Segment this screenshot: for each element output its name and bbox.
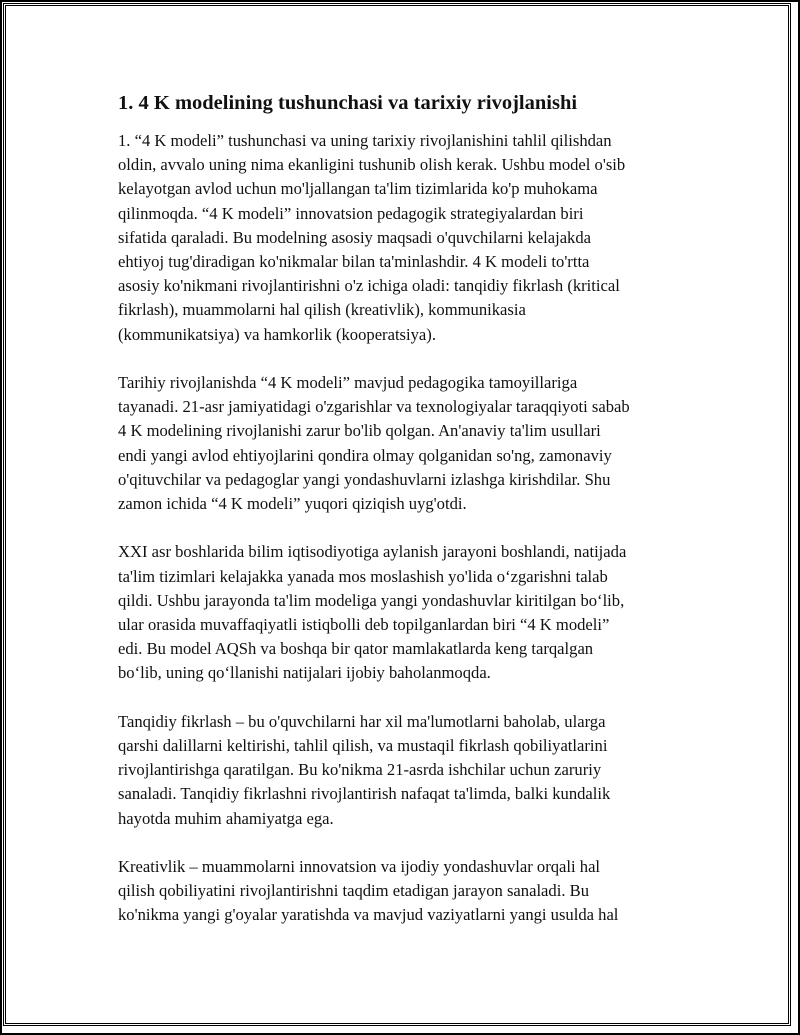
document-body	[118, 92, 692, 952]
section-heading: 1. 4 K modelining tushunchasi va tarixiy rivojlanishi	[118, 92, 578, 114]
paragraph-history: Tarihiy rivojlanishda “4 K modeli” mavjud pedagogika tamoyillariga tayanadi. 21-asr jamiyatidagi o'zgarishlar va texnologiyalar taraqqiyoti sabab 4 K modelining rivojlanishi zarur bo'lib qolgan. An'anaviy ta'lim usullari endi yangi avlod ehtiyojlarini qondira olmay qolganidan so'ng, zamonaviy o'qituvchilar va pedagoglar yangi yondashuvlarni izlashga kirishdilar. Shu zamon ichida “4 K modeli” yuqori qiziqish uyg'otdi.	[118, 373, 630, 514]
paragraph-critical-thinking: Tanqidiy fikrlash – bu o'quvchilarni har xil ma'lumotlarni baholab, ularga qarshi dalillarni keltirishi, tahlil qilish, va mustaqil fikrlash qobiliyatlarini rivojlantirishga qaratilgan. Bu ko'nikma 21-asrda ishchilar uchun zaruriy sanaladi. Tanqidiy fikrlashni rivojlantirish nafaqat ta'limda, balki kundalik hayotda muhim ahamiyatga ega.	[118, 711, 611, 828]
paragraph-creativity: Kreativlik – muammolarni innovatsion va ijodiy yondashuvlar orqali hal qilish qobiliyatini rivojlantirishni taqdim etadigan jarayon sanaladi. Bu ko'nikma yangi g'oyalar yaratishda va mavjud vaziyatlarni yangi usulda hal	[118, 857, 619, 925]
paragraph-intro: 1. “4 K modeli” tushunchasi va uning tarixiy rivojlanishini tahlil qilishdan oldin, avvalo uning nima ekanligini tushunib olish kerak. Ushbu model o'sib kelayotgan avlod uchun mo'ljallangan ta'lim tizimlarida ko'p muhokama qilinmoqda. “4 K modeli” innovatsion pedagogik strategiyalardan biri sifatida qaraladi. Bu modelning asosiy maqsadi o'quvchilarni kelajakda ehtiyoj tug'diradigan ko'nikmalar bilan ta'minlashdir. 4 K modeli to'rtta asosiy ko'nikmani rivojlantirishni o'z ichiga oladi: tanqidiy fikrlash (kritical fikrlash), muammolarni hal qilish (kreativlik), kommunikasia (kommunikatsiya) va hamkorlik (kooperatsiya).	[118, 131, 626, 344]
paragraph-xxi-century: XXI asr boshlarida bilim iqtisodiyotiga aylanish jarayoni boshlandi, natijada ta'lim tizimlari kelajakka yanada mos moslashish yo'lida o‘zgarishni talab qildi. Ushbu jarayonda ta'lim modeliga yangi yondashuvlar kiritilgan bo‘lib, ular orasida muvaffaqiyatli istiqbolli deb topilganlardan biri “4 K modeli” edi. Bu model AQSh va boshqa bir qator mamlakatlarda keng tarqalgan bo‘lib, uning qo‘llanishi natijalari ijobiy baholanmoqda.	[118, 542, 627, 683]
